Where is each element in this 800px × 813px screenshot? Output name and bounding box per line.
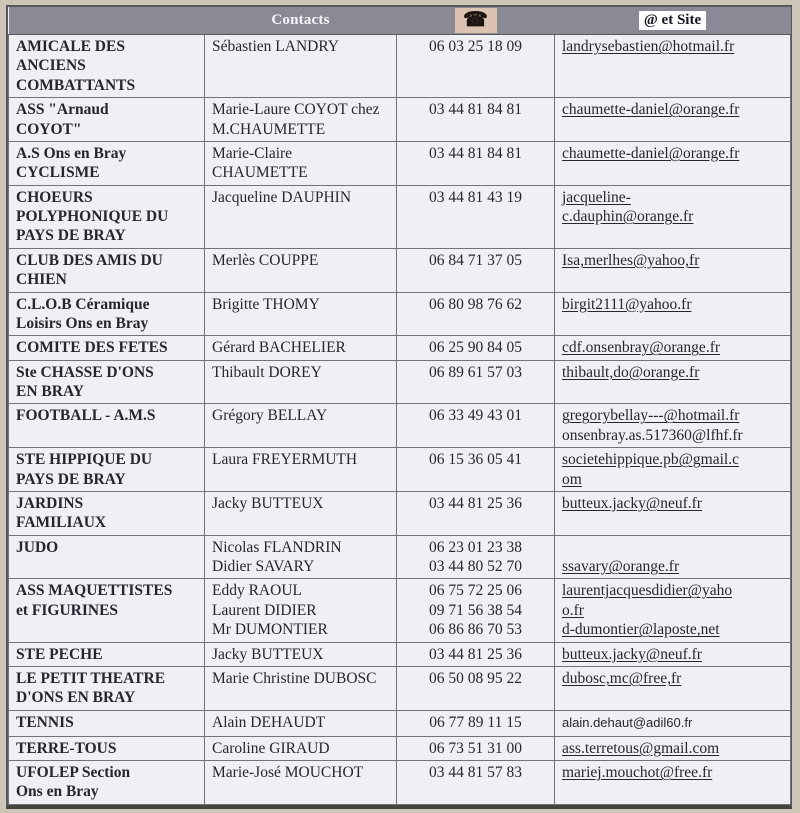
contact-name: Marie-Laure COYOT chez: [212, 101, 380, 119]
phone-cell: [397, 448, 555, 492]
phone-cell: [397, 761, 555, 805]
phone-number: 06 86 86 70 53: [429, 621, 522, 639]
association-cell: [9, 710, 205, 736]
contact-name: Brigitte THOMY: [212, 295, 320, 313]
email-address: cdf.onsenbray@orange.fr: [562, 339, 721, 357]
email-address: butteux.jacky@neuf.fr: [562, 494, 702, 512]
contact-name: Marie-Claire: [212, 144, 293, 162]
phone-cell: [397, 491, 555, 535]
email-address: c.dauphin@orange.fr: [562, 208, 694, 225]
email-address: onsenbray.as.517360@lfhf.fr: [562, 426, 743, 444]
phone-cell: [397, 35, 555, 98]
association-line: ASS "Arnaud: [16, 101, 109, 119]
association-line: POLYPHONIQUE DU: [16, 208, 169, 225]
table-row: [9, 448, 791, 492]
contact-name: Laura FREYERMUTH: [212, 451, 358, 469]
association-line: UFOLEP Section: [16, 764, 131, 781]
email-cell: [555, 336, 791, 360]
email-address: gregorybellay---@hotmail.fr: [562, 407, 740, 425]
association-line: PAYS DE BRAY: [16, 227, 126, 245]
email-cell: [555, 141, 791, 185]
email-cell: [555, 761, 791, 805]
contact-cell: [205, 292, 397, 336]
phone-number: 06 03 25 18 09: [429, 38, 522, 55]
email-cell: [555, 491, 791, 535]
phone-number: 06 15 36 05 41: [429, 451, 522, 469]
association-cell: [9, 360, 205, 404]
contact-cell: [205, 336, 397, 360]
contact-name: Jacky BUTTEUX: [212, 494, 324, 512]
contact-cell: [205, 448, 397, 492]
contact-cell: [205, 491, 397, 535]
phone-number: 03 44 81 84 81: [429, 144, 522, 162]
association-cell: [9, 404, 205, 448]
table-row: [9, 35, 791, 98]
phone-cell: [397, 710, 555, 736]
table-row: [9, 579, 791, 642]
table-row: [9, 185, 791, 248]
table-row: [9, 404, 791, 448]
association-line: CYCLISME: [16, 164, 100, 182]
association-line: FAMILIAUX: [16, 514, 107, 532]
association-line: COMBATTANTS: [16, 76, 136, 94]
email-address: Isa,merlhes@yahoo,fr: [562, 251, 700, 269]
association-cell: [9, 666, 205, 710]
association-cell: [9, 579, 205, 642]
association-line: CLUB DES AMIS DU: [16, 251, 163, 269]
association-cell: [9, 336, 205, 360]
contacts-table-frame: [6, 5, 792, 809]
phone-cell: [397, 98, 555, 142]
association-cell: [9, 35, 205, 98]
email-cell: [555, 666, 791, 710]
association-line: A.S Ons en Bray: [16, 144, 127, 162]
phone-cell: [397, 360, 555, 404]
header-row: [9, 7, 791, 35]
email-address: d-dumontier@laposte,net: [562, 621, 720, 639]
phone-cell: [397, 642, 555, 666]
association-line: ANCIENS: [16, 57, 86, 75]
association-line: STE PECHE: [16, 645, 103, 663]
phone-cell: [397, 292, 555, 336]
association-cell: [9, 736, 205, 760]
association-cell: [9, 185, 205, 248]
contact-cell: [205, 98, 397, 142]
email-address: [562, 538, 785, 557]
phone-number: 03 44 81 25 36: [429, 645, 522, 663]
email-address: societehippique.pb@gmail.c: [562, 451, 739, 469]
email-cell: [555, 98, 791, 142]
phone-number: 06 73 51 31 00: [429, 739, 522, 757]
contact-name: Nicolas FLANDRIN: [212, 538, 342, 556]
association-line: Ons en Bray: [16, 783, 99, 801]
table-body: [9, 35, 791, 805]
association-line: CHIEN: [16, 271, 67, 289]
email-cell: [555, 710, 791, 736]
table-row: [9, 98, 791, 142]
association-line: LE PETIT THEATRE: [16, 669, 166, 687]
table-row: [9, 248, 791, 292]
association-line: AMICALE DES: [16, 38, 125, 55]
contact-name: Merlès COUPPE: [212, 251, 319, 269]
email-cell: [555, 535, 791, 579]
table-row: [9, 666, 791, 710]
phone-number: 06 33 49 43 01: [429, 407, 522, 425]
phone-number: 06 89 61 57 03: [429, 363, 522, 381]
header-association-cell: [9, 7, 205, 35]
phone-number: 06 75 72 25 06: [429, 582, 522, 600]
association-line: ASS MAQUETTISTES: [16, 582, 173, 600]
association-cell: [9, 248, 205, 292]
phone-number: 03 44 80 52 70: [429, 558, 522, 575]
email-address: thibault,do@orange.fr: [562, 363, 700, 381]
email-cell: [555, 736, 791, 760]
association-line: et FIGURINES: [16, 601, 119, 619]
contact-name: Grégory BELLAY: [212, 407, 328, 425]
table-row: [9, 736, 791, 760]
contacts-table: [8, 7, 791, 805]
contact-name: Marie Christine DUBOSC: [212, 669, 377, 687]
phone-number: 09 71 56 38 54: [429, 601, 522, 619]
email-address: mariej.mouchot@free.fr: [562, 764, 713, 781]
contact-name: Caroline GIRAUD: [212, 739, 330, 757]
association-line: COMITE DES FETES: [16, 339, 168, 357]
association-line: FOOTBALL - A.M.S: [16, 407, 156, 425]
phone-number: 06 77 89 11 15: [429, 713, 522, 731]
contact-cell: [205, 736, 397, 760]
header-phone-cell: [397, 7, 555, 35]
association-line: TERRE-TOUS: [16, 739, 117, 757]
phone-number: 06 50 08 95 22: [429, 669, 522, 687]
association-cell: [9, 761, 205, 805]
association-cell: [9, 141, 205, 185]
phone-cell: [397, 666, 555, 710]
phone-cell: [397, 579, 555, 642]
contact-name: M.CHAUMETTE: [212, 120, 326, 138]
association-cell: [9, 448, 205, 492]
association-line: Loisirs Ons en Bray: [16, 314, 149, 332]
contact-name: Marie-José MOUCHOT: [212, 764, 364, 781]
email-cell: [555, 579, 791, 642]
email-address: laurentjacquesdidier@yaho: [562, 582, 733, 600]
email-cell: [555, 35, 791, 98]
table-row: [9, 535, 791, 579]
email-cell: [555, 642, 791, 666]
contact-cell: [205, 710, 397, 736]
contacts-header-label: Contacts: [271, 12, 330, 28]
association-line: STE HIPPIQUE DU: [16, 451, 153, 469]
email-cell: [555, 404, 791, 448]
contact-name: Sébastien LANDRY: [212, 38, 340, 55]
contact-cell: [205, 185, 397, 248]
association-line: Ste CHASSE D'ONS: [16, 363, 154, 381]
phone-number: 03 44 81 57 83: [429, 764, 522, 781]
email-cell: [555, 360, 791, 404]
phone-cell: [397, 248, 555, 292]
phone-icon: ☎: [455, 8, 497, 33]
contact-name: Jacqueline DAUPHIN: [212, 188, 352, 206]
email-address: chaumette-daniel@orange.fr: [562, 144, 740, 162]
phone-cell: [397, 336, 555, 360]
contact-name: Didier SAVARY: [212, 558, 315, 575]
table-row: [9, 336, 791, 360]
email-address: jacqueline-: [562, 188, 631, 206]
association-cell: [9, 292, 205, 336]
email-address: ass.terretous@gmail.com: [562, 739, 720, 757]
contact-name: Eddy RAOUL: [212, 582, 302, 600]
phone-number: 06 25 90 84 05: [429, 339, 522, 357]
phone-number: 06 84 71 37 05: [429, 251, 522, 269]
phone-number: 06 80 98 76 62: [429, 295, 522, 313]
phone-number: 03 44 81 43 19: [429, 188, 522, 206]
association-cell: [9, 642, 205, 666]
contact-name: Thibault DOREY: [212, 363, 322, 381]
contact-cell: [205, 579, 397, 642]
phone-cell: [397, 185, 555, 248]
phone-cell: [397, 141, 555, 185]
association-line: JUDO: [16, 538, 59, 556]
contact-cell: [205, 761, 397, 805]
association-line: COYOT": [16, 120, 82, 138]
association-line: D'ONS EN BRAY: [16, 689, 136, 707]
contact-name: Jacky BUTTEUX: [212, 645, 324, 663]
contact-cell: [205, 141, 397, 185]
email-cell: [555, 185, 791, 248]
association-cell: [9, 535, 205, 579]
association-line: CHOEURS: [16, 188, 93, 206]
contact-cell: [205, 666, 397, 710]
contact-cell: [205, 35, 397, 98]
phone-number: 03 44 81 25 36: [429, 494, 522, 512]
email-address: o.fr: [562, 601, 584, 619]
table-row: [9, 292, 791, 336]
table-row: [9, 141, 791, 185]
association-cell: [9, 491, 205, 535]
email-address: dubosc,mc@free,fr: [562, 669, 682, 687]
contact-name: Gérard BACHELIER: [212, 339, 346, 357]
phone-cell: [397, 404, 555, 448]
header-contacts-cell: [205, 7, 397, 35]
phone-cell: [397, 535, 555, 579]
contact-name: CHAUMETTE: [212, 164, 308, 182]
email-address: landrysebastien@hotmail.fr: [562, 38, 735, 55]
contact-name: Alain DEHAUDT: [212, 713, 326, 731]
header-site-cell: [555, 7, 791, 35]
table-row: [9, 761, 791, 805]
table-row: [9, 642, 791, 666]
contact-name: Mr DUMONTIER: [212, 621, 328, 639]
email-address: alain.dehaut@adil60.fr: [562, 714, 693, 730]
association-line: TENNIS: [16, 713, 74, 731]
contact-cell: [205, 404, 397, 448]
table-row: [9, 710, 791, 736]
phone-number: 06 23 01 23 38: [429, 538, 522, 556]
association-line: EN BRAY: [16, 383, 84, 400]
association-line: JARDINS: [16, 494, 84, 512]
email-address: butteux.jacky@neuf.fr: [562, 645, 702, 663]
phone-cell: [397, 736, 555, 760]
email-cell: [555, 248, 791, 292]
email-address: chaumette-daniel@orange.fr: [562, 101, 740, 119]
email-site-header-label: @ et Site: [639, 11, 706, 30]
email-address: birgit2111@yahoo.fr: [562, 295, 692, 313]
table-row: [9, 491, 791, 535]
contact-name: Laurent DIDIER: [212, 601, 317, 619]
contact-cell: [205, 248, 397, 292]
email-address: ssavary@orange.fr: [562, 558, 680, 575]
email-address: om: [562, 470, 582, 488]
association-line: PAYS DE BRAY: [16, 470, 126, 488]
association-line: C.L.O.B Céramique: [16, 295, 150, 313]
contact-cell: [205, 535, 397, 579]
contact-cell: [205, 642, 397, 666]
email-cell: [555, 292, 791, 336]
phone-number: 03 44 81 84 81: [429, 101, 522, 119]
association-cell: [9, 98, 205, 142]
table-row: [9, 360, 791, 404]
email-cell: [555, 448, 791, 492]
contact-cell: [205, 360, 397, 404]
